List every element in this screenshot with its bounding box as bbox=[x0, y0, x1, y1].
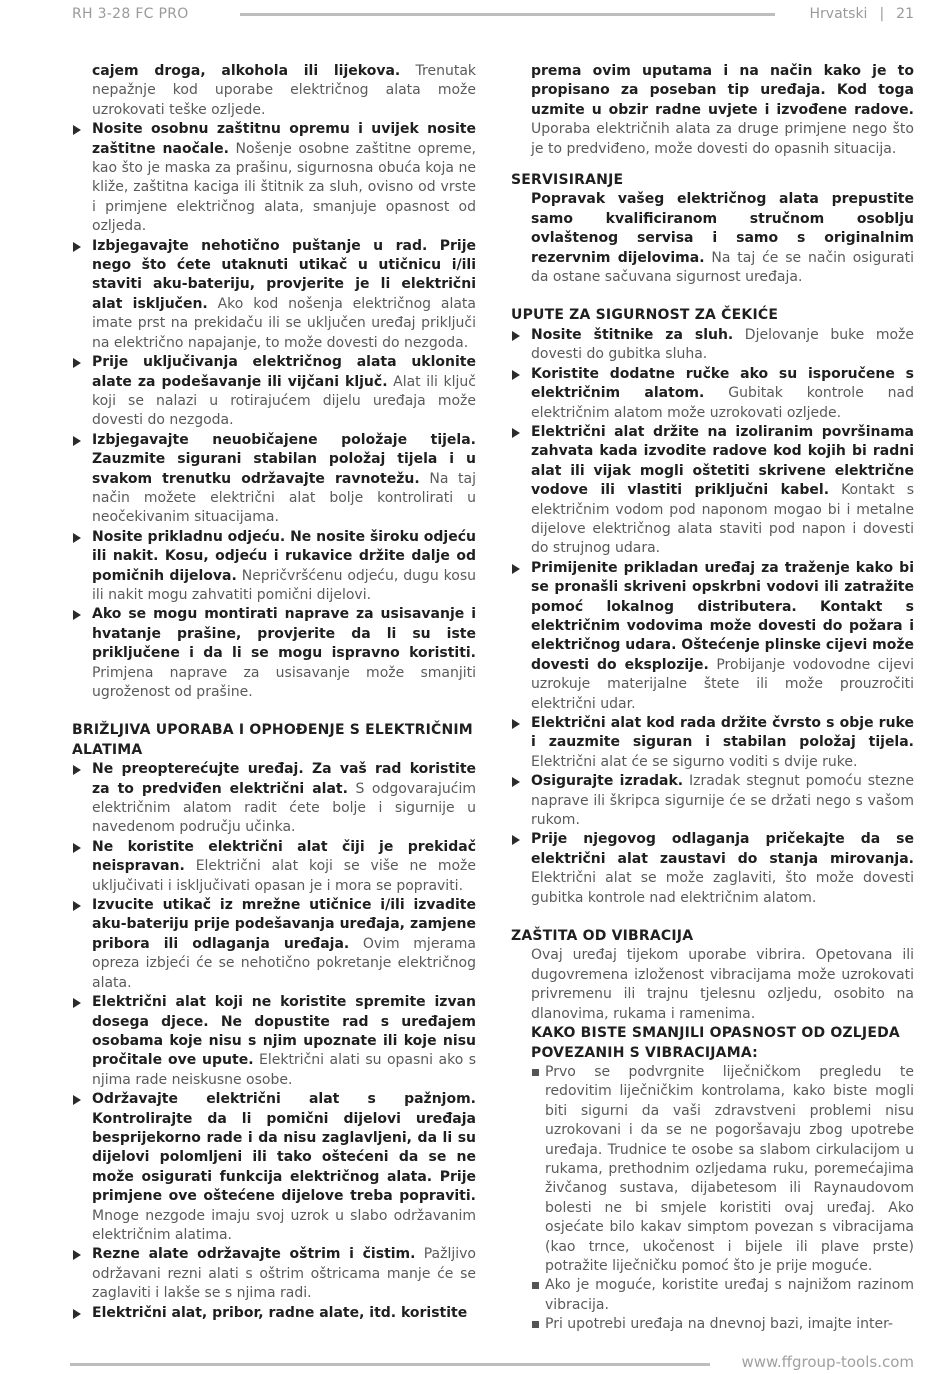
square-bullet-icon bbox=[532, 1321, 539, 1328]
list-item-bold: Primijenite prikladan uređaj za traženje kako bi se pronašli skriveni opskrbni vodovi ili zatražite pomoć lokalnog distributera. Kontakt s električnim vodovima može dovesti do požara i električnog udara. Oštećenje plinske cijevi može dovesti do eksplozije. bbox=[531, 559, 914, 673]
list-item bbox=[72, 896, 476, 993]
safety-list-careful-use bbox=[72, 760, 476, 1323]
continued-text: Uporaba električnih alata za druge primjene nego što je to predviđeno, može dovesti do opasnih situacija. bbox=[531, 121, 914, 157]
list-item-bold: Izvucite utikač iz mrežne utičnice i/ili izvadite aku-bateriju prije podešavanja uređaja, zamjene pribora ili odlaganja uređaja. bbox=[92, 897, 476, 952]
header-page-info bbox=[810, 6, 914, 22]
list-item bbox=[511, 423, 914, 559]
list-item-bold: Nosite osobnu zaštitnu opremu i uvijek nosite zaštitne naočale. bbox=[92, 121, 476, 157]
section-heading-vibration: ZAŠTITA OD VIBRACIJA bbox=[511, 928, 694, 945]
list-item bbox=[511, 772, 914, 830]
list-item bbox=[72, 1245, 476, 1303]
list-item-text: Djelovanje buke može dovesti do gubitka sluha. bbox=[531, 326, 915, 363]
bullet-item bbox=[511, 1315, 914, 1334]
intro-bold: cajem droga, alkohola ili lijekova. bbox=[92, 63, 401, 79]
list-item-bold: Električni alat držite na izoliranim površinama zahvata kada izvodite radove kod kojih bi radni alat ili vijak mogli oštetiti skrivene električne vodove ili vlastiti priključni kabel. bbox=[531, 423, 914, 499]
arrow-bullet-icon bbox=[73, 610, 81, 620]
list-item-bold: Rezne alate održavajte oštrim i čistim. bbox=[92, 1246, 416, 1263]
list-item-text: Ako kod nošenja električnog alata imate prst na prekidaču ili se uključen uređaj priključi na električno napajanje, to može dovesti do nezgoda. bbox=[92, 295, 476, 351]
list-item-text: Probijanje vodovodne cijevi uzrokuje materijalne štete ili može prouzročiti električni udar. bbox=[531, 656, 915, 712]
continued-paragraph bbox=[511, 62, 914, 159]
list-item-bold: Električni alat koji ne koristite spremite izvan dosega djece. Ne dopustite rad s uređajem osobama koje nisu s njim upoznate ili koje nisu pročitale ove upute. bbox=[92, 994, 476, 1069]
list-item-text: S odgovarajućim električnim alatom radit ćete bolje i sigurnije u navedenom području učinka. bbox=[92, 780, 476, 836]
bullet-text: Prvo se podvrgnite liječničkom pregledu te redovitim liječničkim kontrolama, kako biste mogli biti sigurni da vaši zdravstveni problemi nisu uzrokovani i da se ne pogoršavaju zbog upotrebe uređaja. Trudnice te osobe sa slabom cirkulacijom u rukama, prethodnim ozljedama ruku, poremećajima živčanog sustava, dijabetesom ili Raynaudovom bolesti ne bi smjele koristiti ovaj uređaj. Ako osjećate bilo kakav simptom povezan s vibracijama (kao trnce, ukočenost i bijele ili plave prste) potražite liječničku pomoć što je prije moguće. bbox=[545, 1063, 914, 1274]
arrow-bullet-icon bbox=[73, 533, 81, 543]
section-heading-careful-use: BRIŽLJIVA UPORABA I OPHOĐENJE S ELEKTRIČNIM ALATIMA bbox=[72, 722, 473, 758]
list-item bbox=[72, 353, 476, 431]
list-item-text: Nepričvršćenu odjeću, dugu kosu ili nakit mogu zahvatiti pomični dijelovi. bbox=[92, 567, 476, 603]
arrow-bullet-icon bbox=[73, 1095, 81, 1105]
bullet-text: Ako je moguće, koristite uređaj s najnižom razinom vibracija. bbox=[545, 1277, 914, 1313]
arrow-bullet-icon bbox=[512, 331, 520, 341]
list-item-text: Električni alati su opasni ako s njima rade neiskusne osobe. bbox=[92, 1052, 477, 1088]
section-heading-hammer: UPUTE ZA SIGURNOST ZA ČEKIĆE bbox=[511, 307, 779, 324]
list-item-bold: Prije njegovog odlaganja pričekajte da se električni alat zaustavi do stanja mirovanja. bbox=[531, 831, 914, 867]
list-item bbox=[72, 431, 476, 528]
arrow-bullet-icon bbox=[512, 564, 520, 574]
list-item-bold: Ne koristite električni alat čiji je prekidač neispravan. bbox=[92, 838, 476, 875]
list-item bbox=[511, 559, 914, 714]
list-item bbox=[72, 528, 476, 606]
list-item bbox=[72, 605, 476, 702]
header-page-number: 21 bbox=[896, 6, 914, 22]
list-item-text: Gubitak kontrole nad električnim alatom može uzrokovati ozljede. bbox=[531, 385, 915, 421]
list-item-bold: Ako se mogu montirati naprave za usisavanje i hvatanje prašine, provjerite da li su iste priključene i da li se mogu ispravno koristiti. bbox=[92, 606, 476, 662]
arrow-bullet-icon bbox=[73, 843, 81, 853]
service-text: Na taj će se način osigurati da ostane sačuvana sigurnost uređaja. bbox=[531, 249, 914, 286]
list-item-bold: Prije uključivanja električnog alata uklonite alate za podešavanje ili vijčani ključ. bbox=[92, 354, 476, 390]
continued-bold: prema ovim uputama i na način kako je to propisano za poseban tip uređaja. Kod toga uzmite u obzir radne uvjete i izvođene radove. bbox=[531, 63, 914, 118]
list-item bbox=[511, 365, 914, 423]
list-item-bold: Električni alat kod rada držite čvrsto s obje ruke i zauzmite siguran i stabilan položaj tijela. bbox=[531, 715, 914, 751]
list-item-bold: Održavajte električni alat s pažnjom. Kontrolirajte da li pomični dijelovi uređaja besprijekorno rade i da nisu zaglavljeni, da li su dijelovi polomljeni ili tako oštećeni da se ne može osigurati funkcija električnog alata. Prije primjene ove oštećene dijelove treba popraviti. bbox=[92, 1091, 476, 1205]
footer-rule bbox=[70, 1363, 710, 1366]
header-rule bbox=[240, 13, 775, 16]
list-item-text: Na taj način možete električni alat bolje kontrolirati u neočekivanim situacijama. bbox=[92, 470, 477, 526]
arrow-bullet-icon bbox=[73, 1250, 81, 1260]
list-item-bold: Nosite prikladnu odjeću. Ne nosite široku odjeću ili nakit. Kosu, odjeću i rukavice držite dalje od pomičnih dijelova. bbox=[92, 528, 476, 584]
list-item bbox=[511, 714, 914, 772]
arrow-bullet-icon bbox=[73, 242, 81, 252]
service-bold: Popravak vašeg električnog alata prepustite samo kvalificiranom stručnom osoblju ovlaštenog servisa i samo s originalnim rezervnim dijelovima. bbox=[531, 191, 914, 266]
arrow-bullet-icon bbox=[512, 835, 520, 845]
list-item-bold: Električni alat, pribor, radne alate, itd. koristite bbox=[92, 1304, 468, 1321]
bullet-item bbox=[511, 1276, 914, 1315]
list-item bbox=[72, 1090, 476, 1245]
list-item bbox=[72, 120, 476, 236]
list-item-text: Električni alat koji se više ne može uključivati i isključivati opasan je i mora se popraviti. bbox=[92, 858, 476, 894]
arrow-bullet-icon bbox=[512, 370, 520, 380]
arrow-bullet-icon bbox=[73, 358, 81, 368]
list-item-text: Alat ili ključ koji se nalazi u rotirajućem dijelu uređaja može dovesti do nezgoda. bbox=[92, 373, 476, 429]
square-bullet-icon bbox=[532, 1069, 539, 1076]
safety-list-personal bbox=[72, 120, 476, 702]
section-heading-service: SERVISIRANJE bbox=[511, 172, 624, 189]
list-item-text: Primjena naprave za usisavanje može smanjiti ugroženost od prašine. bbox=[92, 664, 476, 700]
arrow-bullet-icon bbox=[512, 777, 520, 787]
list-item bbox=[72, 237, 476, 353]
list-item bbox=[72, 1304, 476, 1323]
list-item-text: Pažljivo održavani rezni alati s oštrim oštricama manje će se zaglaviti i lakše se s njima radi. bbox=[92, 1246, 476, 1302]
bullet-text: Pri upotrebi uređaja na dnevnoj bazi, imajte inter- bbox=[545, 1316, 893, 1333]
service-paragraph bbox=[511, 190, 914, 287]
list-item-text: Ovim mjerama opreza izbjeći će se nehotično pokretanje električnog alata. bbox=[92, 935, 476, 991]
list-item-text: Električni alat se može zaglaviti, što može dovesti gubitka kontrole nad električnim alatom. bbox=[531, 870, 914, 906]
arrow-bullet-icon bbox=[73, 1309, 81, 1319]
list-item bbox=[511, 326, 914, 365]
list-item-bold: Koristite dodatne ručke ako su isporučene s električnim alatom. bbox=[531, 365, 914, 402]
bullet-item bbox=[511, 1063, 914, 1276]
vibration-paragraph bbox=[511, 946, 914, 1024]
header-language: Hrvatski bbox=[809, 6, 868, 22]
left-column bbox=[72, 62, 476, 1323]
list-item-text: Izradak stegnut pomoću stezne naprave ili škripca sigurnije će se držati nego s vašom rukom. bbox=[531, 773, 914, 829]
list-item bbox=[511, 830, 914, 908]
intro-text: Trenutak nepažnje kod uporabe električnog alata može uzrokovati teške ozljede. bbox=[92, 63, 477, 118]
arrow-bullet-icon bbox=[512, 428, 520, 438]
safety-list-hammer bbox=[511, 326, 914, 908]
vibration-bullet-list bbox=[511, 1063, 914, 1335]
list-item bbox=[72, 838, 476, 896]
list-item-bold: Osigurajte izradak. bbox=[531, 773, 684, 790]
header-model: RH 3-28 FC PRO bbox=[72, 6, 189, 22]
list-item-text: Električni alat će se sigurno voditi s dvije ruke. bbox=[531, 753, 858, 770]
header-separator: | bbox=[879, 6, 885, 22]
list-item-text: Nošenje osobne zaštitne opreme, kao što je maska za prašinu, sigurnosna obuća koja ne kliže, zaštitna kaciga ili štitnik za sluh, ovisno od vrste i primjene električnog alata, smanjuje opasnost od ozljeda. bbox=[92, 140, 477, 235]
vibration-subheading: KAKO BISTE SMANJILI OPASNOST OD OZLJEDA POVEZANIH S VIBRACIJAMA: bbox=[531, 1025, 900, 1061]
arrow-bullet-icon bbox=[73, 765, 81, 775]
arrow-bullet-icon bbox=[73, 436, 81, 446]
list-item-bold: Izbjegavajte neuobičajene položaje tijela. Zauzmite sigurani stabilan položaj tijela i u svakom trenutku održavajte ravnotežu. bbox=[92, 431, 476, 487]
list-item-text: Kontakt s električnim vodom pod naponom mogao bi i metalne dijelove električnog alata staviti pod napon i dovesti do strujnog udara. bbox=[531, 482, 914, 557]
vibration-text: Ovaj uređaj tijekom uporabe vibrira. Opetovana ili dugovremena izloženost vibracijama može uzrokovati privremenu ili trajnu tjelesnu ozljedu, osobito na dlanovima, rukama i ramenima. bbox=[531, 947, 914, 1022]
list-item-bold: Ne preopterećujte uređaj. Za vaš rad koristite za to predviđen električni alat. bbox=[92, 761, 476, 797]
arrow-bullet-icon bbox=[512, 719, 520, 729]
list-item-bold: Nosite štitnike za sluh. bbox=[531, 326, 734, 343]
arrow-bullet-icon bbox=[73, 901, 81, 911]
right-column bbox=[511, 62, 914, 1335]
list-item-text: Mnoge nezgode imaju svoj uzrok u slabo održavanim električnim alatima. bbox=[92, 1207, 476, 1243]
footer-url: www.ffgroup-tools.com bbox=[741, 1353, 914, 1371]
arrow-bullet-icon bbox=[73, 998, 81, 1008]
square-bullet-icon bbox=[532, 1282, 539, 1289]
arrow-bullet-icon bbox=[73, 125, 81, 135]
intro-paragraph bbox=[72, 62, 476, 120]
list-item bbox=[72, 760, 476, 838]
list-item bbox=[72, 993, 476, 1090]
list-item-bold: Izbjegavajte nehotično puštanje u rad. Prije nego što ćete utaknuti utikač u utičnicu i/ili staviti aku-bateriju, provjerite je li električni alat isključen. bbox=[92, 237, 476, 312]
